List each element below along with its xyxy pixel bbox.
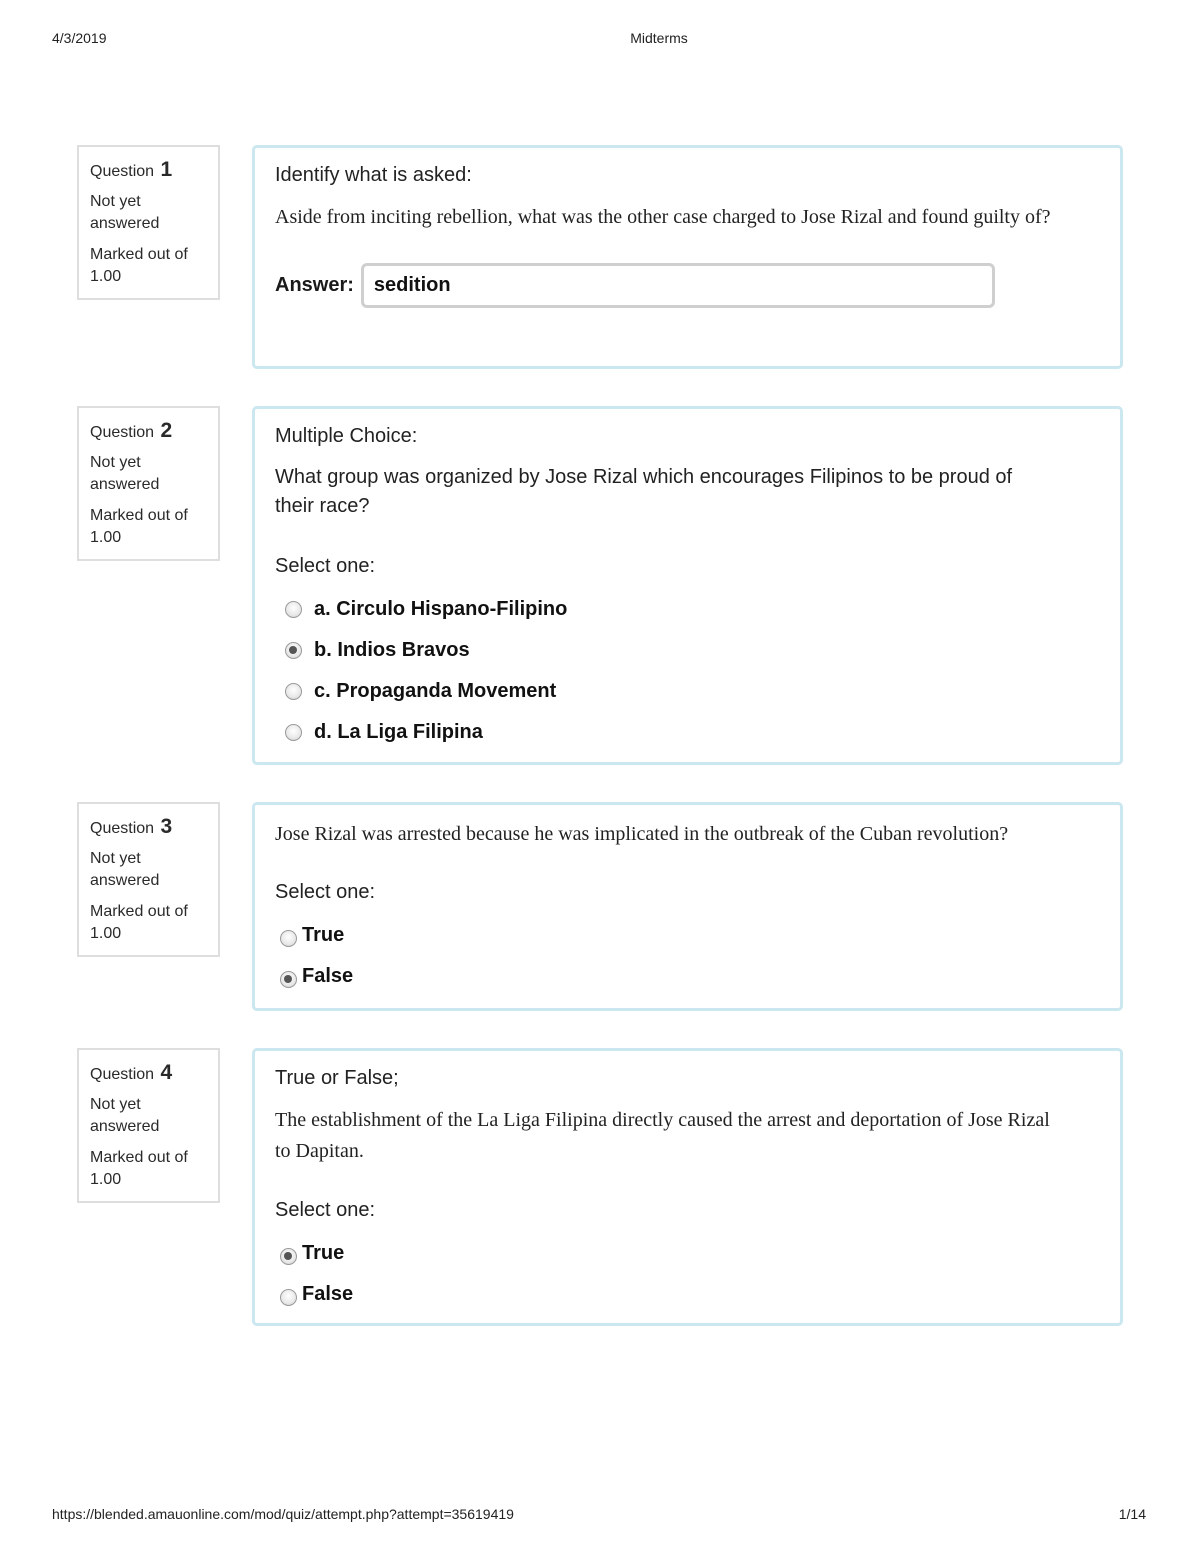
question-state: Not yet answered <box>90 193 160 232</box>
question-text: Aside from inciting rebellion, what was the other case charged to Jose Rizal and found guilty of? <box>275 206 1051 228</box>
question-label: Question <box>90 1066 155 1083</box>
print-footer-url: https://blended.amauonline.com/mod/quiz/attempt.php?attempt=35619419 <box>52 1506 514 1522</box>
question-info-4 <box>77 1048 220 1203</box>
question-number <box>90 420 207 444</box>
option-false[interactable] <box>275 956 1100 997</box>
question-type-label: True or False; <box>275 1067 399 1089</box>
question-state: Not yet answered <box>90 850 160 889</box>
radio-unchecked-icon[interactable] <box>285 724 302 741</box>
option-label: a. Circulo Hispano-Filipino <box>314 598 568 620</box>
option-label: False <box>302 965 354 987</box>
question-number <box>90 159 207 183</box>
question-state: Not yet answered <box>90 1096 160 1135</box>
question-number-value: 1 <box>160 158 173 181</box>
option-label: c. Propaganda Movement <box>314 680 557 702</box>
question-type-label: Multiple Choice: <box>275 425 418 447</box>
question-state: Not yet answered <box>90 454 160 493</box>
question-info-1 <box>77 145 220 300</box>
select-one-label: Select one: <box>275 555 376 577</box>
print-header-date: 4/3/2019 <box>52 30 107 46</box>
radio-unchecked-icon[interactable] <box>280 930 297 947</box>
question-number <box>90 816 207 840</box>
radio-unchecked-icon[interactable] <box>285 601 302 618</box>
question-number-value: 3 <box>160 815 173 838</box>
question-info-2 <box>77 406 220 561</box>
radio-unchecked-icon[interactable] <box>280 1289 297 1306</box>
radio-checked-icon[interactable] <box>280 1248 297 1265</box>
option-b[interactable] <box>275 630 1100 671</box>
question-text: Jose Rizal was arrested because he was implicated in the outbreak of the Cuban revolution? <box>275 823 1009 845</box>
question-text: What group was organized by Jose Rizal which encourages Filipinos to be proud of their race? <box>275 466 1013 517</box>
radio-checked-icon[interactable] <box>280 971 297 988</box>
question-content-1 <box>252 145 1123 369</box>
option-label: b. Indios Bravos <box>314 639 470 661</box>
option-c[interactable] <box>275 671 1100 712</box>
answer-options <box>275 915 1100 997</box>
question-grade: Marked out of 1.00 <box>90 246 188 285</box>
question-number-value: 4 <box>160 1061 173 1084</box>
question-content-2 <box>252 406 1123 765</box>
radio-checked-icon[interactable] <box>285 642 302 659</box>
answer-options <box>275 589 1100 753</box>
question-number-value: 2 <box>160 419 173 442</box>
answer-row <box>275 263 1100 308</box>
question-type-label: Identify what is asked: <box>275 164 472 186</box>
question-content-4 <box>252 1048 1123 1326</box>
option-true[interactable] <box>275 915 1100 956</box>
option-d[interactable] <box>275 712 1100 753</box>
option-label: d. La Liga Filipina <box>314 721 483 743</box>
answer-input[interactable] <box>361 263 995 308</box>
question-text: The establishment of the La Liga Filipina directly caused the arrest and deportation of Jose Rizal to Dapitan. <box>275 1109 1050 1162</box>
option-label: True <box>302 924 345 946</box>
select-one-label: Select one: <box>275 1199 376 1221</box>
question-label: Question <box>90 424 155 441</box>
print-header-title: Midterms <box>630 30 688 46</box>
question-grade: Marked out of 1.00 <box>90 1149 188 1188</box>
question-info-3 <box>77 802 220 957</box>
option-true[interactable] <box>275 1233 1100 1274</box>
question-number <box>90 1062 207 1086</box>
question-label: Question <box>90 820 155 837</box>
answer-label: Answer: <box>275 274 354 296</box>
answer-options <box>275 1233 1100 1315</box>
question-grade: Marked out of 1.00 <box>90 903 188 942</box>
radio-unchecked-icon[interactable] <box>285 683 302 700</box>
question-label: Question <box>90 163 155 180</box>
option-label: True <box>302 1242 345 1264</box>
question-grade: Marked out of 1.00 <box>90 507 188 546</box>
question-content-3 <box>252 802 1123 1011</box>
select-one-label: Select one: <box>275 881 376 903</box>
option-false[interactable] <box>275 1274 1100 1315</box>
option-label: False <box>302 1283 354 1305</box>
print-footer-page-number: 1/14 <box>1118 1506 1146 1522</box>
option-a[interactable] <box>275 589 1100 630</box>
